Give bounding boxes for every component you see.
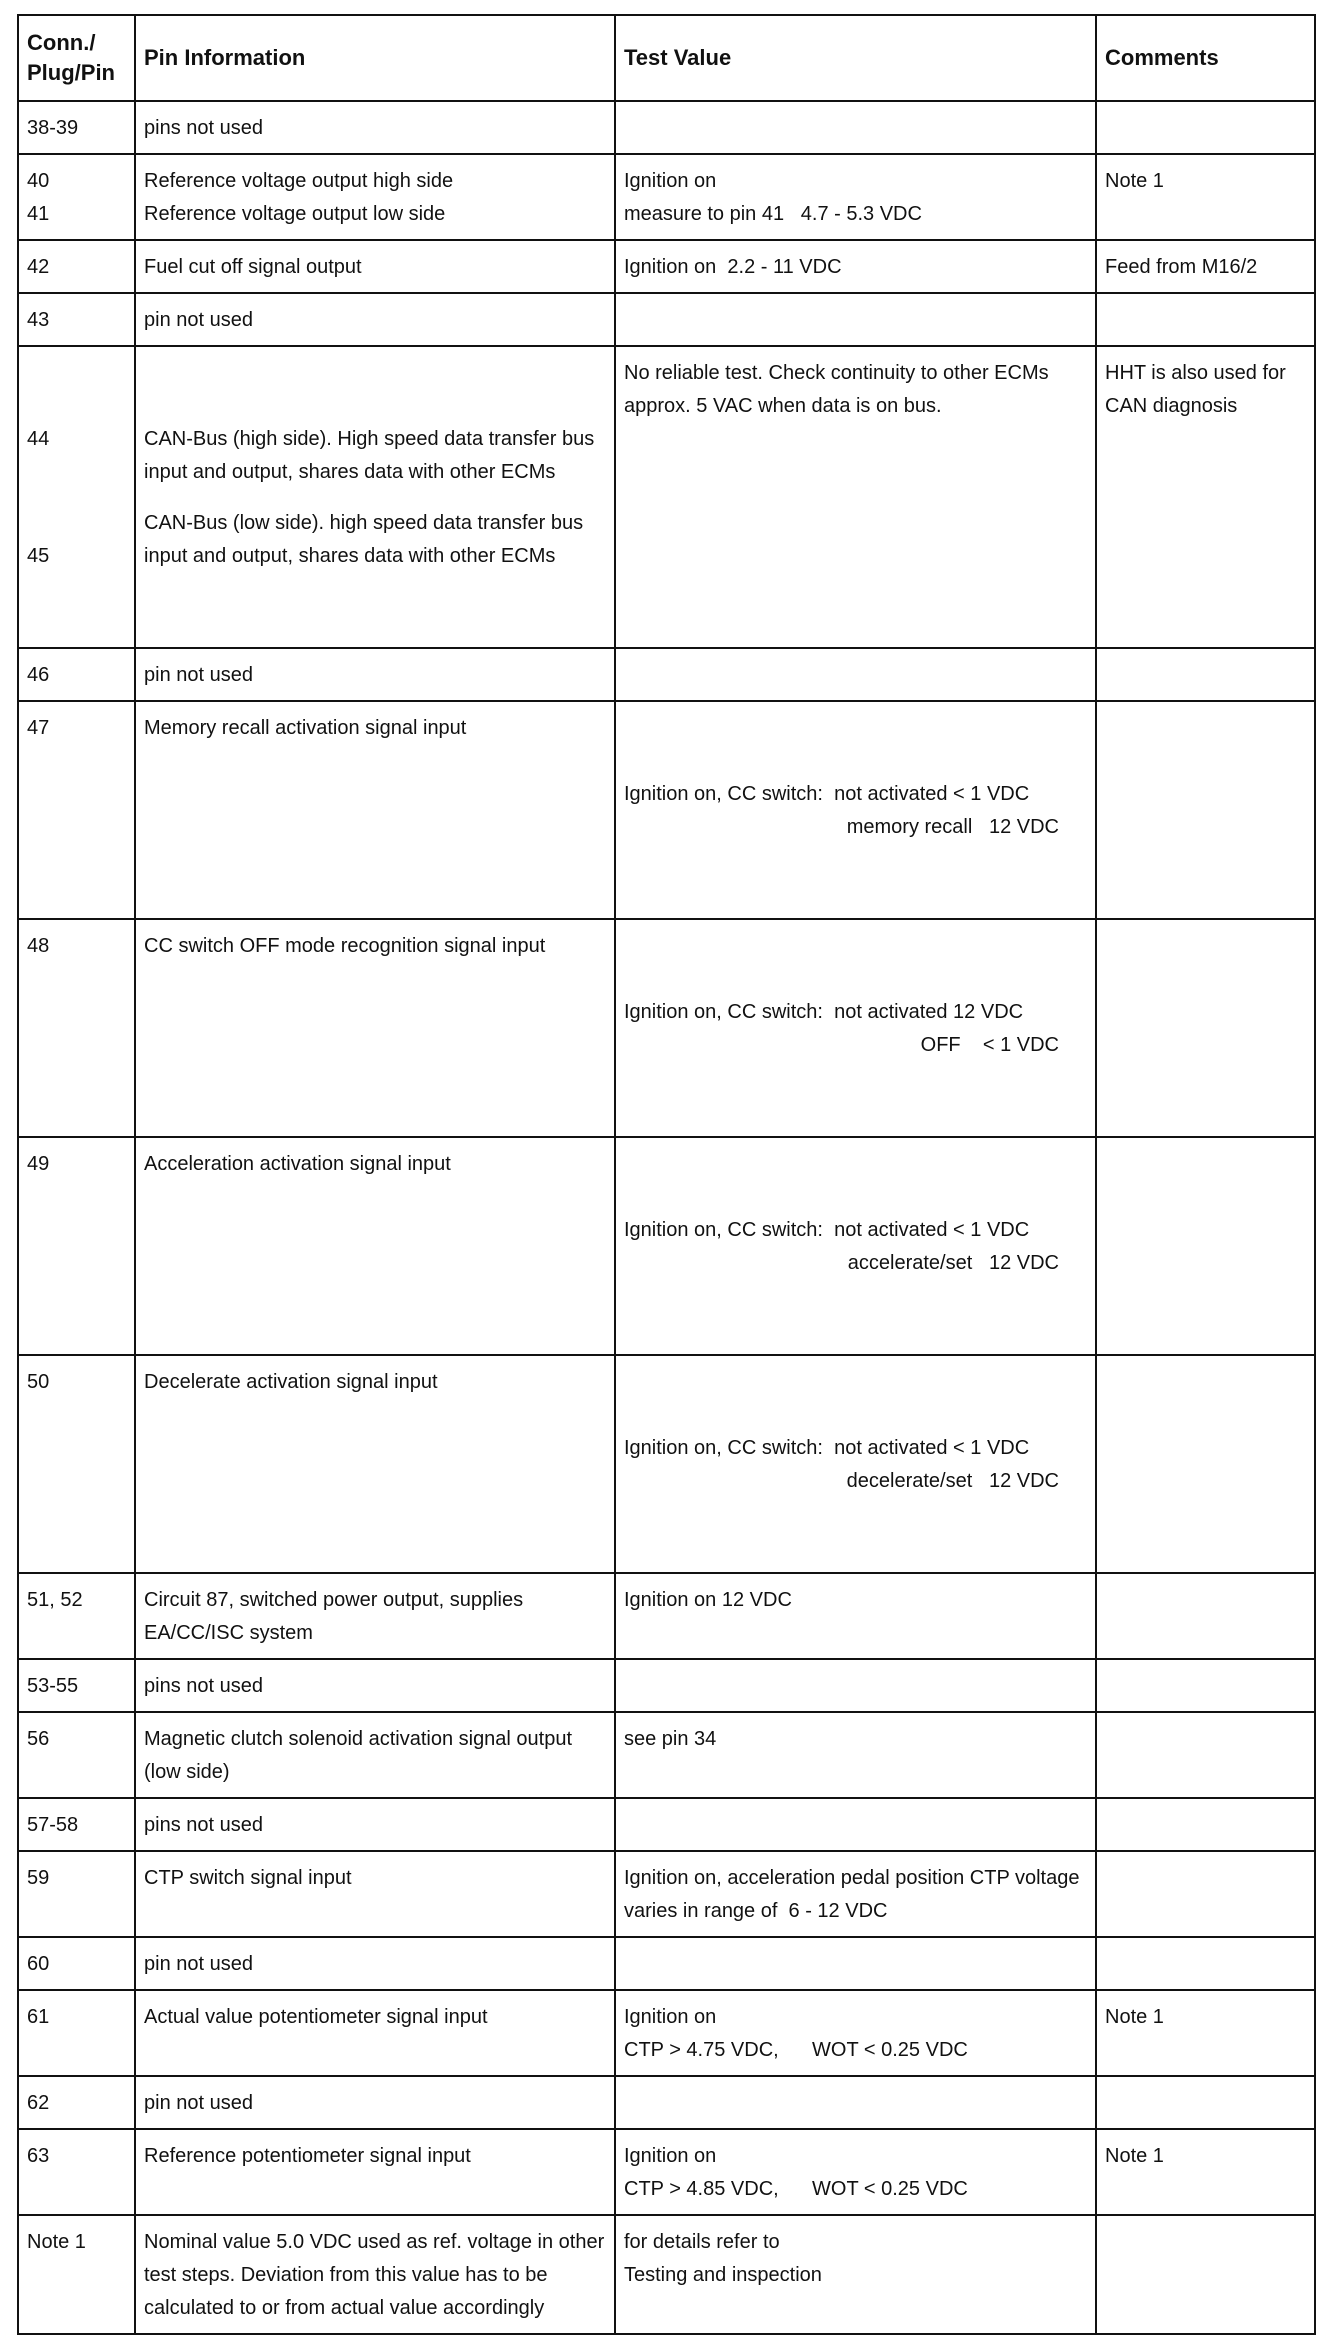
pin-cell: 59 [18,1851,135,1937]
test-line-1: Ignition on, CC switch: not activated < 1 VDC [624,783,1030,805]
pin-cell: 62 [18,2076,135,2129]
pin-cell: 56 [18,1712,135,1798]
table-row [18,1573,1315,1659]
test-cell [615,1355,1096,1573]
test-cell: No reliable test. Check continuity to other ECMs approx. 5 VAC when data is on bus. [615,346,1096,648]
test-cell [615,1798,1096,1851]
pin-45: 45 [27,545,50,567]
header-conn-plug-pin: Conn./ Plug/Pin [18,15,135,101]
table-row [18,293,1315,346]
table-row [18,1137,1315,1355]
header-test-value: Test Value [615,15,1096,101]
pin-cell: 48 [18,919,135,1137]
comment-cell [1096,1355,1315,1573]
table-row [18,648,1315,701]
comment-cell [1096,1712,1315,1798]
test-cell: Ignition on, acceleration pedal position CTP voltage varies in range of 6 - 12 VDC [615,1851,1096,1937]
pin-cell: 61 [18,1990,135,2076]
comment-cell [1096,648,1315,701]
table-row [18,1712,1315,1798]
test-line-2: memory recall 12 VDC [846,816,1059,838]
info-cell: pins not used [135,1659,615,1712]
pin-cell: 57-58 [18,1798,135,1851]
table-row [18,919,1315,1137]
info-cell: Circuit 87, switched power output, supplies EA/CC/ISC system [135,1573,615,1659]
test-cell: Ignition on 12 VDC [615,1573,1096,1659]
info-cell [135,346,615,648]
info-cell: Actual value potentiometer signal input [135,1990,615,2076]
header-pin-information: Pin Information [135,15,615,101]
info-44: CAN-Bus (high side). High speed data transfer bus input and output, shares data with other ECMs [144,428,600,483]
info-cell: Magnetic clutch solenoid activation signal output (low side) [135,1712,615,1798]
pin-cell: 40 41 [18,154,135,240]
pin-cell: 46 [18,648,135,701]
test-line-2: decelerate/set 12 VDC [846,1470,1059,1492]
table-row [18,2215,1315,2334]
comment-cell [1096,1137,1315,1355]
pin-cell: 43 [18,293,135,346]
pin-cell: 53-55 [18,1659,135,1712]
table-row [18,154,1315,240]
test-cell: Ignition on CTP > 4.85 VDC, WOT < 0.25 VDC [615,2129,1096,2215]
table-row [18,1798,1315,1851]
pin-spacer [27,489,126,522]
info-cell: pins not used [135,101,615,154]
pin-cell: 42 [18,240,135,293]
info-cell: Fuel cut off signal output [135,240,615,293]
info-cell: CTP switch signal input [135,1851,615,1937]
pin-cell [18,346,135,648]
comment-cell [1096,919,1315,1137]
pin-information-table [17,14,1316,2335]
pin-cell: 63 [18,2129,135,2215]
info-cell: CC switch OFF mode recognition signal input [135,919,615,1137]
comment-cell [1096,101,1315,154]
info-cell: Reference voltage output high side Reference voltage output low side [135,154,615,240]
pin-cell: 50 [18,1355,135,1573]
table-row [18,2076,1315,2129]
comment-cell [1096,1937,1315,1990]
pin-cell: 38-39 [18,101,135,154]
comment-cell [1096,2076,1315,2129]
pin-gap [27,522,126,540]
pin-cell: 49 [18,1137,135,1355]
table-row [18,1659,1315,1712]
test-cell [615,648,1096,701]
header-comments: Comments [1096,15,1315,101]
test-cell [615,293,1096,346]
test-cell: Ignition on 2.2 - 11 VDC [615,240,1096,293]
table-row [18,1851,1315,1937]
test-line-1: Ignition on, CC switch: not activated < 1 VDC [624,1219,1030,1241]
info-45: CAN-Bus (low side). high speed data transfer bus input and output, shares data with other ECMs [144,512,589,567]
comment-cell: Note 1 [1096,154,1315,240]
test-cell: for details refer to Testing and inspection [615,2215,1096,2334]
info-cell: pin not used [135,1937,615,1990]
test-line-1: Ignition on, CC switch: not activated 12 VDC [624,1001,1024,1023]
test-cell [615,919,1096,1137]
comment-cell [1096,1573,1315,1659]
table-row [18,101,1315,154]
info-cell: Memory recall activation signal input [135,701,615,919]
test-cell [615,701,1096,919]
table-row [18,1990,1315,2076]
info-cell: pin not used [135,293,615,346]
pin-cell: 60 [18,1937,135,1990]
table-row [18,346,1315,648]
test-cell: see pin 34 [615,1712,1096,1798]
comment-cell [1096,1798,1315,1851]
test-cell [615,1937,1096,1990]
comment-cell [1096,1851,1315,1937]
test-cell: Ignition on CTP > 4.75 VDC, WOT < 0.25 VDC [615,1990,1096,2076]
comment-cell: Feed from M16/2 [1096,240,1315,293]
test-line-1: Ignition on, CC switch: not activated < 1 VDC [624,1437,1030,1459]
info-cell: Acceleration activation signal input [135,1137,615,1355]
comment-cell [1096,701,1315,919]
comment-cell: Note 1 [1096,2129,1315,2215]
comment-cell [1096,293,1315,346]
test-cell [615,1137,1096,1355]
test-cell [615,2076,1096,2129]
table-row [18,1937,1315,1990]
info-cell: pin not used [135,2076,615,2129]
test-cell [615,1659,1096,1712]
test-cell: Ignition on measure to pin 41 4.7 - 5.3 VDC [615,154,1096,240]
test-cell [615,101,1096,154]
test-line-2: accelerate/set 12 VDC [847,1252,1059,1274]
comment-cell [1096,2215,1315,2334]
comment-cell: HHT is also used for CAN diagnosis [1096,346,1315,648]
pin-cell: 47 [18,701,135,919]
comment-cell [1096,1659,1315,1712]
comment-cell: Note 1 [1096,1990,1315,2076]
info-cell: Decelerate activation signal input [135,1355,615,1573]
info-cell: Nominal value 5.0 VDC used as ref. voltage in other test steps. Deviation from this value has to be calculated to or from actual value accordingly [135,2215,615,2334]
info-cell: Reference potentiometer signal input [135,2129,615,2215]
table-row [18,2129,1315,2215]
info-cell: pins not used [135,1798,615,1851]
table-row [18,1355,1315,1573]
table-row [18,701,1315,919]
pin-44: 44 [27,428,50,450]
table-row [18,240,1315,293]
table-header-row [18,15,1315,101]
pin-spacer [27,456,126,489]
info-gap [144,489,606,507]
pin-cell: Note 1 [18,2215,135,2334]
pin-cell: 51, 52 [18,1573,135,1659]
info-cell: pin not used [135,648,615,701]
test-line-2: OFF < 1 VDC [920,1034,1059,1056]
